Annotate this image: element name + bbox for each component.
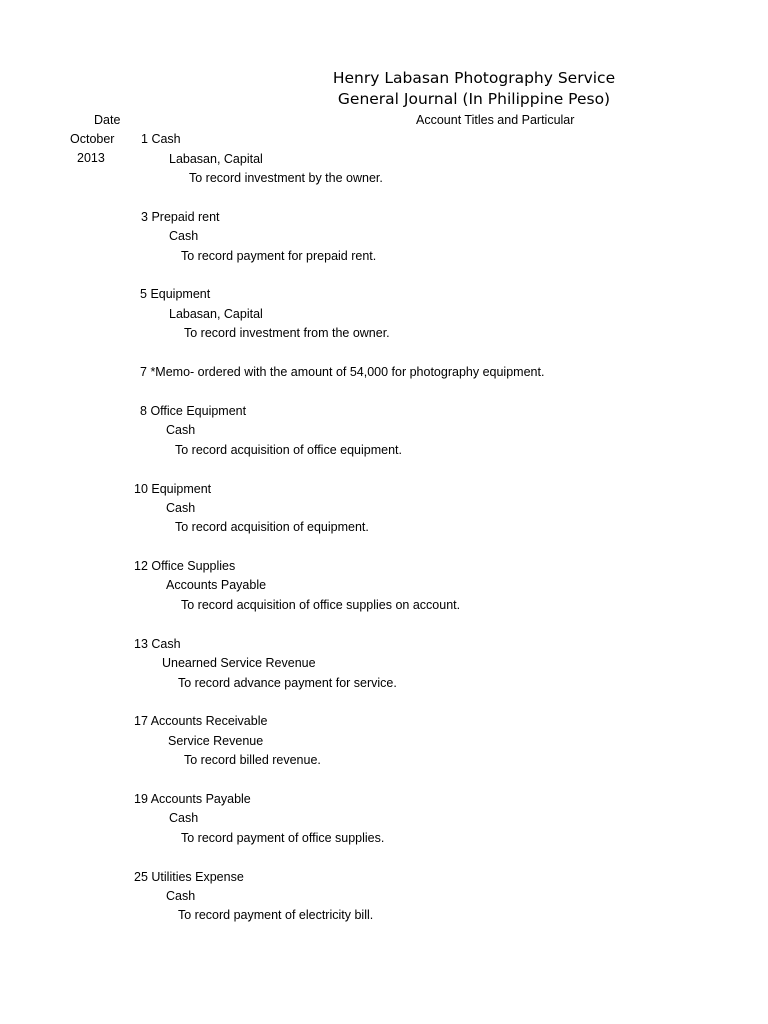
entry-note: To record payment for prepaid rent. (181, 249, 377, 263)
entry-day: 7 (140, 365, 147, 379)
journal-title: General Journal (In Philippine Peso) (337, 90, 611, 108)
entry-credit-account: Unearned Service Revenue (162, 656, 316, 670)
entry-note: To record investment from the owner. (184, 326, 390, 340)
entry-debit-account: Office Equipment (150, 404, 247, 418)
entry-day: 10 (134, 482, 148, 496)
entry-line-debit (141, 133, 181, 146)
entry-credit-account: Labasan, Capital (169, 307, 263, 321)
entry-credit-account: Cash (166, 889, 196, 903)
entry-credit-account: Labasan, Capital (169, 152, 263, 166)
entry-note: To record acquisition of office supplies on account. (181, 598, 461, 612)
entry-debit-account: Equipment (150, 287, 211, 301)
entry-credit-account: Cash (166, 501, 196, 515)
entry-note: To record acquisition of office equipment. (175, 443, 402, 457)
date-month: October (70, 132, 115, 146)
entry-line-debit (134, 483, 211, 496)
entry-memo-line (140, 366, 544, 379)
entry-line-debit (134, 715, 267, 728)
entry-line-debit (141, 211, 220, 224)
date-year: 2013 (77, 151, 105, 165)
entry-note: To record payment of electricity bill. (178, 908, 374, 922)
entry-note: To record investment by the owner. (189, 171, 383, 185)
entry-credit-account: Cash (169, 811, 199, 825)
entry-debit-account: Cash (151, 637, 181, 651)
entry-debit-account: Office Supplies (151, 559, 236, 573)
entry-line-debit (140, 288, 210, 301)
company-title: Henry Labasan Photography Service (332, 69, 616, 87)
account-column-header: Account Titles and Particular (416, 113, 575, 127)
entry-debit-account: Prepaid rent (151, 210, 220, 224)
entry-credit-account: Cash (169, 229, 199, 243)
entry-debit-account: Accounts Payable (150, 792, 251, 806)
entry-credit-account: Accounts Payable (166, 578, 267, 592)
entry-day: 12 (134, 559, 148, 573)
entry-credit-account: Service Revenue (168, 734, 264, 748)
entry-day: 5 (140, 287, 147, 301)
entry-debit-account: Accounts Receivable (150, 714, 268, 728)
entry-memo: *Memo- ordered with the amount of 54,000 for photography equipment. (150, 365, 545, 379)
entry-day: 13 (134, 637, 148, 651)
entry-note: To record billed revenue. (184, 753, 321, 767)
entry-line-debit (134, 638, 181, 651)
entry-credit-account: Cash (166, 423, 196, 437)
entry-note: To record payment of office supplies. (181, 831, 385, 845)
entry-day: 3 (141, 210, 148, 224)
entry-debit-account: Cash (151, 132, 181, 146)
entry-day: 19 (134, 792, 148, 806)
date-column-header: Date (94, 113, 121, 127)
entry-line-debit (134, 560, 235, 573)
entry-debit-account: Utilities Expense (151, 870, 244, 884)
entry-line-debit (134, 793, 251, 806)
entry-day: 8 (140, 404, 147, 418)
entry-day: 25 (134, 870, 148, 884)
entry-day: 1 (141, 132, 148, 146)
entry-day: 17 (134, 714, 148, 728)
entry-debit-account: Equipment (151, 482, 212, 496)
entry-note: To record acquisition of equipment. (175, 520, 369, 534)
entry-line-debit (134, 871, 244, 884)
entry-line-debit (140, 405, 246, 418)
entry-note: To record advance payment for service. (178, 676, 397, 690)
